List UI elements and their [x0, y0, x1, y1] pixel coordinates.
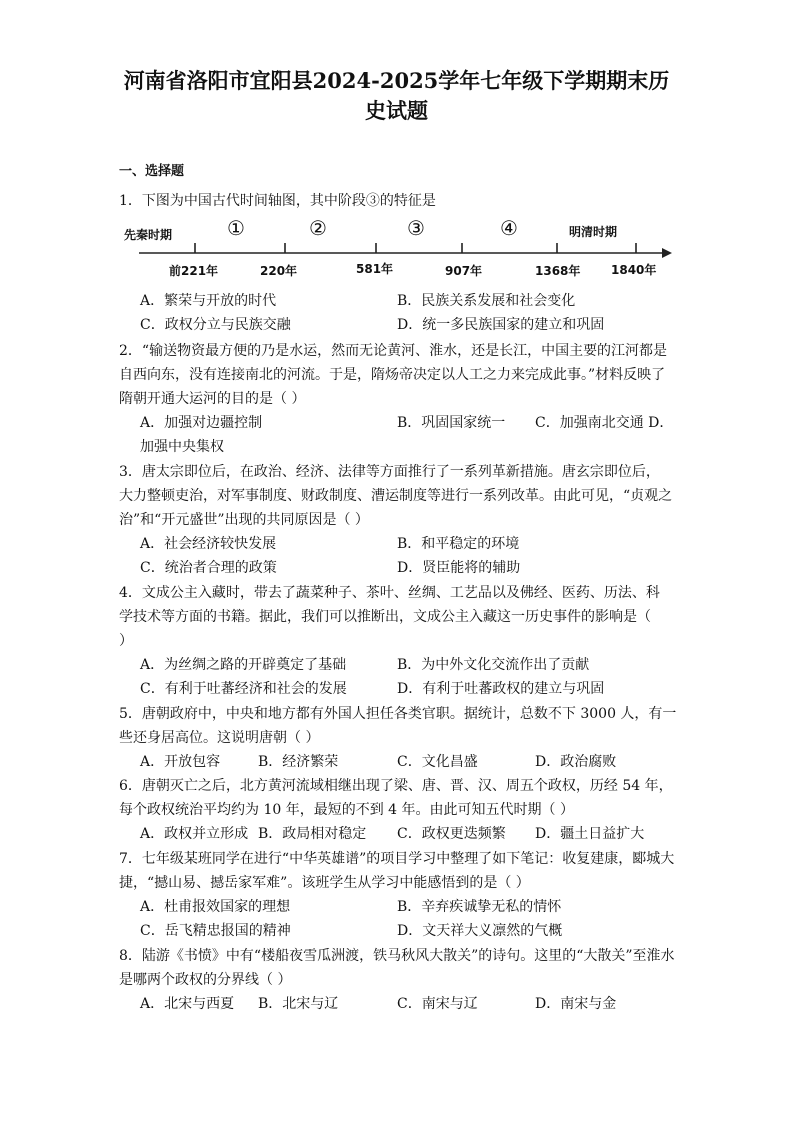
q5-option-c: C．文化昌盛 [397, 754, 478, 770]
q1-option-d: D．统一多民族国家的建立和巩固 [397, 317, 605, 333]
timeline-year-5: 1368年 [535, 264, 581, 278]
q2-option-a: A．加强对边疆控制 [140, 415, 263, 431]
timeline-year-1: 前221年 [169, 264, 219, 278]
question-7-line-2: 捷，“撼山易、撼岳家军难”。该班学生从学习中能感悟到的是（ ） [119, 875, 530, 891]
q4-option-c: C．有利于吐蕃经济和社会的发展 [140, 681, 347, 697]
q7-option-b: B．辛弃疾诚挚无私的情怀 [397, 899, 562, 915]
question-5-line-1: 5．唐朝政府中，中央和地方都有外国人担任各类官职。据统计，总数不下 3000 人，有一 [119, 706, 677, 722]
q4-option-b: B．为中外文化交流作出了贡献 [397, 657, 590, 673]
q1-option-c: C．政权分立与民族交融 [140, 317, 291, 333]
q5-option-a: A．开放包容 [140, 754, 221, 770]
q2-option-c: C．加强南北交通 D． [535, 415, 674, 431]
question-6-line-2: 每个政权统治平均约为 10 年，最短的不到 4 年。由此可知五代时期（ ） [119, 802, 574, 818]
question-8-line-2: 是哪两个政权的分界线（ ） [119, 972, 292, 988]
q7-option-c: C．岳飞精忠报国的精神 [140, 923, 291, 939]
question-3-line-2: 大力整顿吏治，对军事制度、财政制度、漕运制度等进行一系列改革。由此可见，“贞观之 [119, 488, 673, 504]
q6-option-b: B．政局相对稳定 [258, 826, 367, 842]
q3-option-c: C．统治者合理的政策 [140, 560, 277, 576]
timeline-year-3: 581年 [356, 262, 394, 276]
q8-option-d: D．南宋与金 [535, 996, 617, 1012]
question-8-line-1: 8．陆游《书愤》中有“楼船夜雪瓜洲渡，铁马秋风大散关”的诗句。这里的“大散关”至淮水 [119, 948, 675, 964]
timeline-period-3: ③ [407, 216, 425, 240]
timeline-arrowhead [662, 248, 672, 258]
question-4-line-1: 4．文成公主入藏时，带去了蔬菜种子、茶叶、丝绸、工艺品以及佛经、医药、历法、科 [119, 585, 660, 601]
q5-option-b: B．经济繁荣 [258, 754, 339, 770]
question-4-line-3: ） [119, 633, 133, 649]
q2-option-d: 加强中央集权 [140, 439, 224, 455]
question-6-line-1: 6．唐朝灭亡之后，北方黄河流域相继出现了梁、唐、晋、汉、周五个政权，历经 54 年， [119, 778, 673, 794]
q7-option-a: A．杜甫报效国家的理想 [140, 899, 291, 915]
question-2-line-1: 2．“输送物资最方便的乃是水运，然而无论黄河、淮水，还是长江，中国主要的江河都是 [119, 343, 668, 359]
title-line-1: 河南省洛阳市宜阳县2024-2025学年七年级下学期期末历 [123, 68, 670, 93]
q1-option-a: A．繁荣与开放的时代 [140, 293, 277, 309]
question-2-line-3: 隋朝开通大运河的目的是（ ） [119, 391, 306, 407]
q8-option-c: C．南宋与辽 [397, 996, 478, 1012]
question-2-line-2: 自西向东，没有连接南北的河流。于是，隋炀帝决定以人工之力来完成此事。”材料反映了 [119, 367, 666, 383]
q8-option-b: B．北宋与辽 [258, 996, 339, 1012]
q4-option-a: A．为丝绸之路的开辟奠定了基础 [140, 657, 347, 673]
q6-option-d: D．疆土日益扩大 [535, 826, 645, 842]
title-line-2: 史试题 [365, 98, 428, 123]
section-heading: 一、选择题 [119, 164, 185, 179]
timeline-year-6: 1840年 [611, 263, 657, 277]
q7-option-d: D．文天祥大义凛然的气概 [397, 923, 563, 939]
timeline-year-2: 220年 [260, 264, 298, 278]
timeline-period-2: ② [309, 216, 327, 240]
question-5-line-2: 些还身居高位。这说明唐朝（ ） [119, 730, 320, 746]
question-3-line-1: 3．唐太宗即位后，在政治、经济、法律等方面推行了一系列革新措施。唐玄宗即位后， [119, 464, 660, 480]
timeline-period-1: ① [227, 216, 245, 240]
timeline-period-4: ④ [500, 216, 518, 240]
q6-option-a: A．政权并立形成 [140, 826, 249, 842]
timeline-year-4: 907年 [445, 264, 483, 278]
q3-option-d: D．贤臣能将的辅助 [397, 560, 521, 576]
question-3-line-3: 治”和“开元盛世”出现的共同原因是（ ） [119, 512, 369, 528]
q1-option-b: B．民族关系发展和社会变化 [397, 293, 576, 309]
q8-option-a: A．北宋与西夏 [140, 996, 235, 1012]
question-7-line-1: 7．七年级某班同学在进行“中华英雄谱”的项目学习中整理了如下笔记：收复建康，郾城大 [119, 851, 675, 867]
q4-option-d: D．有利于吐蕃政权的建立与巩固 [397, 681, 605, 697]
q3-option-b: B．和平稳定的环境 [397, 536, 520, 552]
q2-option-b: B．巩固国家统一 [397, 415, 506, 431]
question-1-text: 1．下图为中国古代时间轴图，其中阶段③的特征是 [119, 193, 436, 209]
timeline-end-period-label: 明清时期 [569, 225, 618, 239]
q6-option-c: C．政权更迭频繁 [397, 826, 506, 842]
q5-option-d: D．政治腐败 [535, 754, 617, 770]
question-4-line-2: 学技术等方面的书籍。据此，我们可以推断出，文成公主入藏这一历史事件的影响是（ [119, 609, 651, 625]
timeline-start-label: 先秦时期 [124, 228, 173, 242]
q3-option-a: A．社会经济较快发展 [140, 536, 277, 552]
